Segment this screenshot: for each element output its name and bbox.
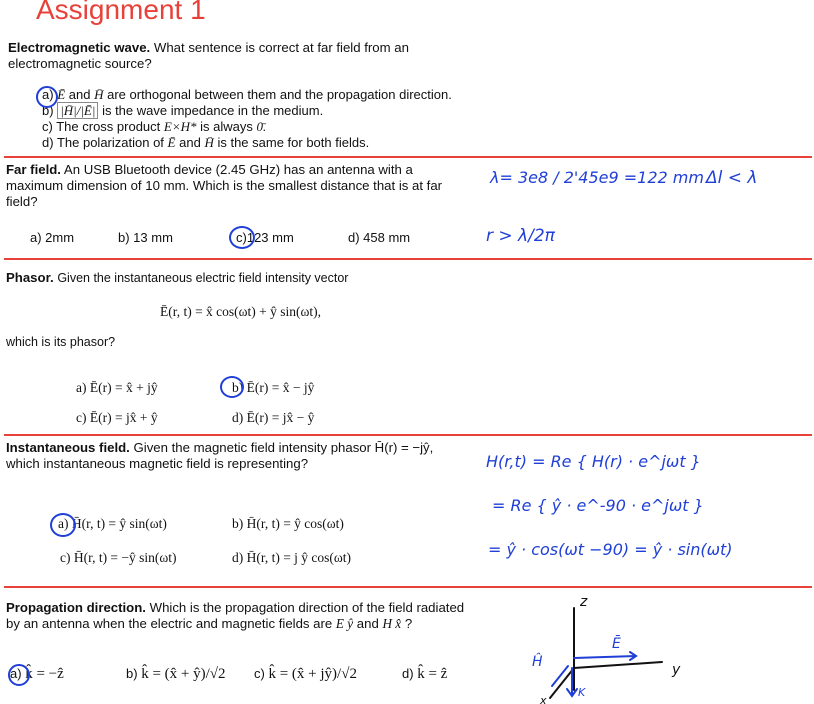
option-value: 123 mm — [246, 230, 294, 245]
math-ratio: |H̄|/|Ē| — [57, 102, 98, 119]
e-field-arrow — [574, 656, 636, 658]
question-heading: Propagation direction. — [6, 600, 146, 615]
separator-line — [4, 434, 812, 436]
h-field-arrow — [552, 666, 568, 686]
math-e-y: E ŷ — [335, 616, 354, 631]
y-label: y — [672, 662, 681, 678]
option-text: The cross product — [56, 119, 161, 134]
note-dimension: Δl < λ — [706, 168, 758, 188]
word-and: and — [68, 87, 91, 102]
option-math: k̂ = −ẑ — [25, 666, 64, 682]
question-electromagnetic-wave — [4, 36, 478, 152]
option-a[interactable]: a) 2mm — [30, 230, 75, 245]
z-label: z — [580, 594, 588, 610]
note-substitution: = Re { ŷ · e^-90 · e^jωt } — [492, 496, 704, 515]
option-letter: d) — [42, 135, 54, 150]
option-text-2: is the same for both fields. — [217, 135, 370, 150]
question-body-b: which instantaneous magnetic field is representing? — [6, 456, 309, 471]
option-d[interactable] — [402, 666, 447, 682]
question-phasor — [4, 266, 364, 434]
option-b[interactable]: b) H̄(r, t) = ŷ cos(ωt) — [232, 516, 344, 531]
option-letter: a) — [42, 87, 54, 102]
answer-circle-q1 — [36, 86, 58, 108]
question-text — [6, 600, 482, 632]
option-text: The polarization of — [56, 135, 164, 150]
answer-circle-q4 — [50, 513, 76, 537]
option-c[interactable]: c) H̄(r, t) = −ŷ sin(ωt) — [60, 550, 177, 565]
question-body-a: Given the magnetic field intensity phasor H̄(r) = −jŷ, — [133, 440, 434, 455]
math-e: Ē — [167, 135, 176, 150]
answer-circle-q5 — [8, 664, 30, 686]
option-b[interactable]: b) 13 mm — [118, 230, 173, 245]
answer-circle-q2 — [229, 226, 255, 249]
option-b[interactable] — [126, 666, 226, 682]
question-body-b: electromagnetic source? — [8, 56, 152, 71]
question-body-b: maximum dimension of 10 mm. Which is the smallest distance that is at far — [6, 178, 443, 193]
question-text — [8, 40, 478, 72]
question-heading: Electromagnetic wave. — [8, 40, 151, 55]
option-text: are orthogonal between them and the propagation direction. — [107, 87, 452, 102]
note-distance: r > λ/2π — [486, 226, 555, 246]
question-heading: Phasor. — [6, 270, 54, 285]
option-d[interactable]: d) Ē(r) = jx̂ − ŷ — [232, 410, 315, 425]
axes-sketch — [526, 590, 706, 704]
option-text-2: is always — [200, 119, 253, 134]
question-propagation-direction — [4, 596, 480, 704]
k-label: K — [578, 686, 586, 699]
question-text — [6, 270, 348, 286]
y-axis — [574, 662, 662, 668]
math-h: H̄ — [204, 135, 214, 150]
option-d[interactable]: d) H̄(r, t) = j ŷ cos(ωt) — [232, 550, 352, 565]
question-mark: ? — [404, 616, 413, 631]
math-zero: 0̄. — [256, 119, 267, 134]
option-math: k̂ = (x̂ + jŷ)/√2 — [268, 666, 357, 682]
option-math: k̂ = (x̂ + ŷ)/√2 — [141, 666, 226, 682]
answer-circle-q3 — [220, 376, 244, 398]
field-equation: Ē(r, t) = x̂ cos(ωt) + ŷ sin(ωt), — [160, 304, 322, 319]
question-text — [6, 162, 476, 210]
option-letter: c) — [254, 666, 265, 681]
option-letter: d) — [402, 666, 414, 681]
math-h-x: H x̂ — [382, 616, 402, 631]
question-heading: Far field. — [6, 162, 61, 177]
question-body-b: by an antenna when the electric and magnetic fields are — [6, 616, 333, 631]
question-body-a: Which is the propagation direction of the field radiated — [149, 600, 465, 615]
question-instantaneous-field — [4, 438, 480, 578]
option-letter: c) — [42, 119, 53, 134]
separator-line — [4, 156, 812, 158]
question-text — [6, 440, 482, 472]
x-label: x — [540, 694, 547, 704]
option-b[interactable] — [42, 103, 323, 119]
option-c[interactable] — [254, 666, 357, 682]
question-body-c: field? — [6, 194, 38, 209]
option-text: is the wave impedance in the medium. — [102, 103, 324, 118]
option-d[interactable] — [42, 135, 369, 151]
option-a[interactable]: a) H̄(r, t) = ŷ sin(ωt) — [58, 516, 167, 531]
question-body-a: An USB Bluetooth device (2.45 GHz) has an antenna with a — [63, 162, 413, 177]
math-e: Ē — [57, 87, 66, 102]
page-title: Assignment 1 — [36, 0, 206, 25]
option-b[interactable]: b) Ē(r) = x̂ − jŷ — [232, 380, 315, 395]
option-letter: a) — [10, 666, 22, 681]
math-h: H̄ — [94, 87, 104, 102]
word-and: and — [179, 135, 201, 150]
h-label: Ĥ — [532, 654, 543, 670]
option-a[interactable]: a) Ē(r) = x̂ + jŷ — [76, 380, 158, 395]
option-d[interactable]: d) 458 mm — [348, 230, 411, 245]
option-a[interactable] — [42, 87, 452, 103]
note-instantaneous-def: H(r,t) = Re { H(r) · e^jωt } — [486, 452, 701, 471]
option-c[interactable]: c) Ē(r) = jx̂ + ŷ — [76, 410, 158, 425]
question-heading: Instantaneous field. — [6, 440, 130, 455]
option-letter: b) — [42, 103, 54, 118]
word-and: and — [356, 616, 379, 631]
question-body-a: What sentence is correct at far field from an — [153, 40, 409, 55]
note-result: = ŷ · cos(ωt −90) = ŷ · sin(ωt) — [488, 540, 733, 559]
option-c[interactable] — [42, 119, 266, 135]
separator-line — [4, 586, 812, 588]
note-wavelength: λ= 3e8 / 2'45e9 =122 mm — [490, 168, 704, 187]
e-label: Ē — [612, 636, 621, 652]
option-letter: c) — [236, 230, 247, 245]
option-math: k̂ = ẑ — [417, 666, 448, 682]
option-letter: b) — [126, 666, 138, 681]
question-body: Given the instantaneous electric field intensity vector — [57, 271, 349, 285]
math-cross: E×H* — [163, 119, 197, 134]
separator-line — [4, 258, 812, 260]
question-which: which is its phasor? — [6, 335, 116, 349]
